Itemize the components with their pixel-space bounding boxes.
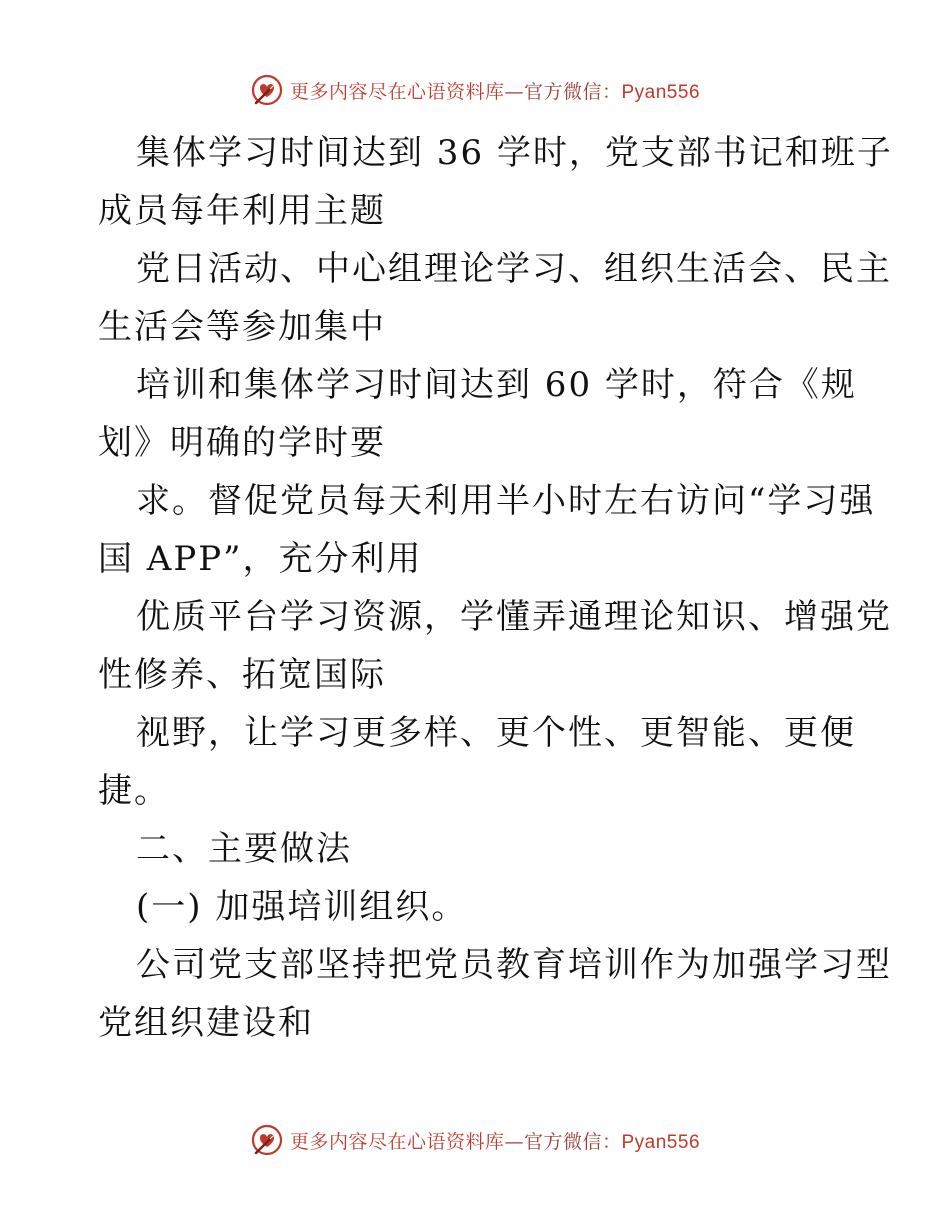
text-line: 捷。 xyxy=(98,771,170,811)
watermark-separator: — xyxy=(504,80,524,103)
watermark-account: Pyan556 xyxy=(621,1131,701,1153)
text-line: 集体学习时间达到 36 学时，党支部书记和班子 xyxy=(136,133,893,173)
document-body xyxy=(98,124,893,1052)
heart-pen-logo-icon xyxy=(250,73,284,107)
header-watermark xyxy=(0,70,950,110)
watermark-brand: 更多内容尽在心语资料库 xyxy=(289,1130,505,1153)
text-line: 性修养、拓宽国际 xyxy=(98,655,386,695)
watermark-account: Pyan556 xyxy=(621,81,701,103)
text-line: 二、主要做法 xyxy=(136,829,352,869)
text-line: 生活会等参加集中 xyxy=(98,307,386,347)
text-line: 成员每年利用主题 xyxy=(98,191,386,231)
text-line: 公司党支部坚持把党员教育培训作为加强学习型 xyxy=(136,945,892,985)
text-line: (一) 加强培训组织。 xyxy=(136,887,468,927)
text-line: 党组织建设和 xyxy=(98,1003,314,1043)
text-line: 划》明确的学时要 xyxy=(98,423,386,463)
text-line: 优质平台学习资源，学懂弄通理论知识、增强党 xyxy=(136,597,892,637)
watermark-brand: 更多内容尽在心语资料库 xyxy=(289,80,505,103)
text-line: 培训和集体学习时间达到 60 学时，符合《规 xyxy=(136,365,857,405)
watermark-official: 官方微信： xyxy=(523,80,622,103)
text-line: 求。督促党员每天利用半小时左右访问“学习强 xyxy=(136,481,876,521)
watermark-text xyxy=(290,77,700,104)
heart-pen-logo-icon xyxy=(250,1123,284,1157)
text-line: 国 APP”，充分利用 xyxy=(98,539,423,579)
text-line: 视野，让学习更多样、更个性、更智能、更便 xyxy=(136,713,856,753)
footer-watermark xyxy=(0,1120,950,1160)
text-line: 党日活动、中心组理论学习、组织生活会、民主 xyxy=(136,249,892,289)
watermark-separator: — xyxy=(504,1130,524,1153)
watermark-text xyxy=(290,1127,700,1154)
watermark-official: 官方微信： xyxy=(523,1130,622,1153)
